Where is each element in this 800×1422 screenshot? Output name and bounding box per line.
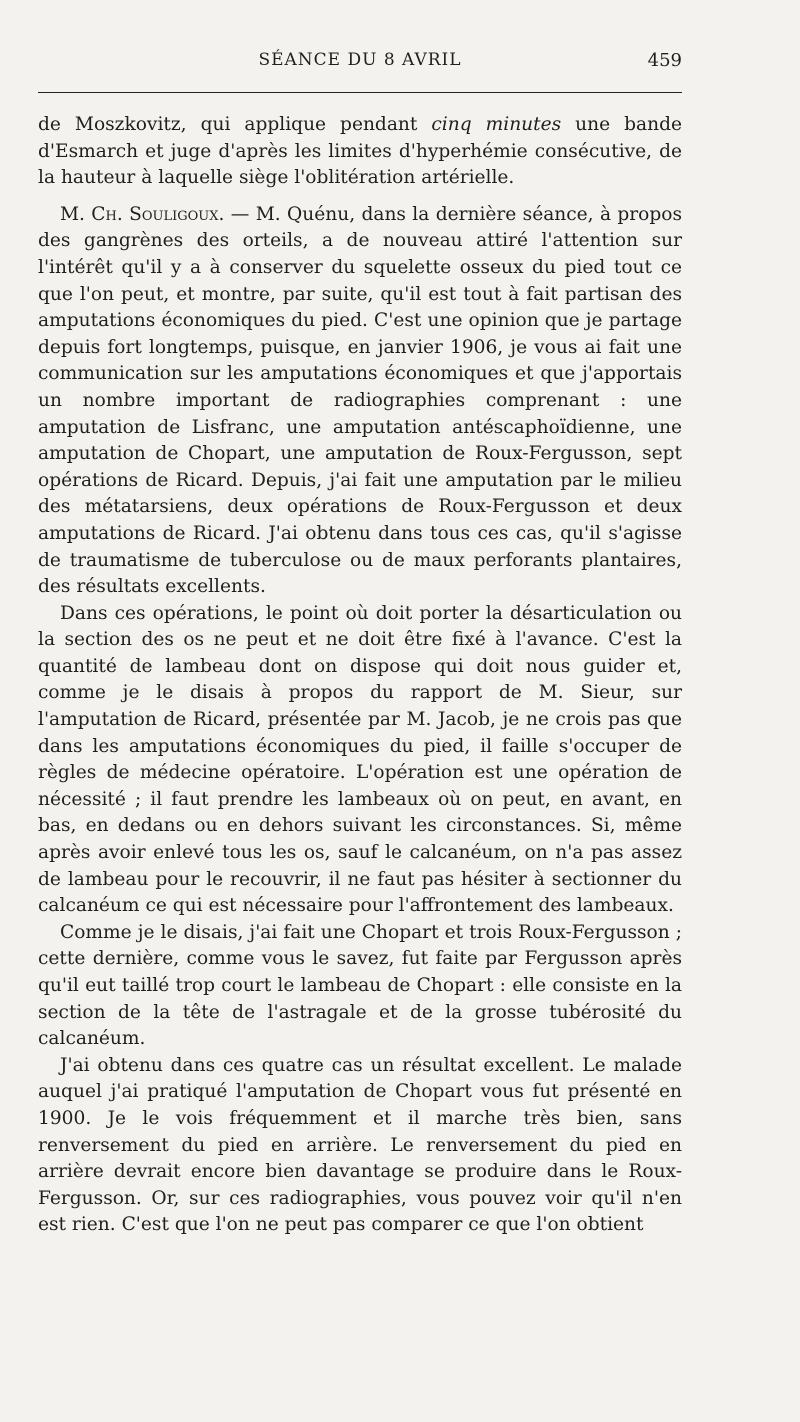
running-head: SÉANCE DU 8 AVRIL [258,50,462,70]
speaker-name: M. Ch. Souligoux. [60,203,225,225]
paragraph-1-italic: cinq minutes [431,114,562,135]
paragraph-5: J'ai obtenu dans ces quatre cas un résultat excellent. Le malade auquel j'ai pratiqué l'amputation de Chopart vous fut présenté en 1900. Je le vois fréquemment et il marche très bien, sans renversement du pied en arrière. Le renversement du pied en arrière devrait encore bien davantage se produire dans le Roux-Fergusson. Or, sur ces radiographies, vous pouvez voir qu'il n'en est rien. C'est que l'on ne peut pas comparer ce que l'on obtient [38,1054,682,1236]
paragraph-4: Comme je le disais, j'ai fait une Chopart et trois Roux-Fergusson ; cette dernière, comme vous le savez, fut faite par Fergusson après qu'il eut taillé trop court le lambeau de Chopart : elle consiste en la section de la tête de l'astragale et de la grosse tubérosité du calcanéum. [38,921,682,1050]
paragraph-3: Dans ces opérations, le point où doit porter la désarticulation ou la section des os ne peut et ne doit être fixé à l'avance. C'est la quantité de lambeau dont on dispose qui doit nous guider et, comme je le disais à propos du rapport de M. Sieur, sur l'amputation de Ricard, présentée par M. Jacob, je ne crois pas que dans les amputations économiques du pied, il faille s'occuper de règles de médecine opératoire. L'opération est une opération de nécessité ; il faut prendre les lambeaux où on peut, en avant, en bas, en dedans ou en dehors suivant les circonstances. Si, même après avoir enlevé tous les os, sauf le calcanéum, on n'a pas assez de lambeau pour le recouvrir, il ne faut pas hésiter à sectionner du calcanéum ce qui est nécessaire pour l'affrontement des lambeaux. [38,602,682,917]
page-number: 459 [647,50,682,71]
page-header [38,50,682,78]
paragraph-1-start: de Moszkovitz, qui applique pendant [38,114,432,135]
header-rule [38,92,682,93]
paragraph-2-text: — M. Quénu, dans la dernière séance, à propos des gangrènes des orteils, a de nouveau attiré l'attention sur l'intérêt qu'il y a à conserver du squelette osseux du pied tout ce que l'on peut, et montre, par suite, qu'il est tout à fait partisan des amputations économiques du pied. C'est une opinion que je partage depuis fort longtemps, puisque, en janvier 1906, je vous ai fait une communication sur les amputations économiques et que j'apportais un nombre important de radiographies comprenant : une amputation de Lisfranc, une amputation antéscaphoïdienne, une amputation de Chopart, une amputation de Roux-Fergusson, sept opérations de Ricard. Depuis, j'ai fait une amputation par le milieu des métatarsiens, deux opérations de Roux-Fergusson et deux amputations de Ricard. J'ai obtenu dans tous ces cas, qu'il s'agisse de traumatisme de tuberculose ou de maux perforants plantaires, des résultats excellents. [38,203,682,598]
paragraph-1-end: une bande d'Esmarch et juge d'après les limites d'hyperhémie consécutive, de la hauteur à laquelle siège l'oblitération artérielle. [38,114,682,189]
paragraph-2 [38,202,682,601]
paragraph-1 [38,112,682,192]
body-text [38,112,682,1239]
